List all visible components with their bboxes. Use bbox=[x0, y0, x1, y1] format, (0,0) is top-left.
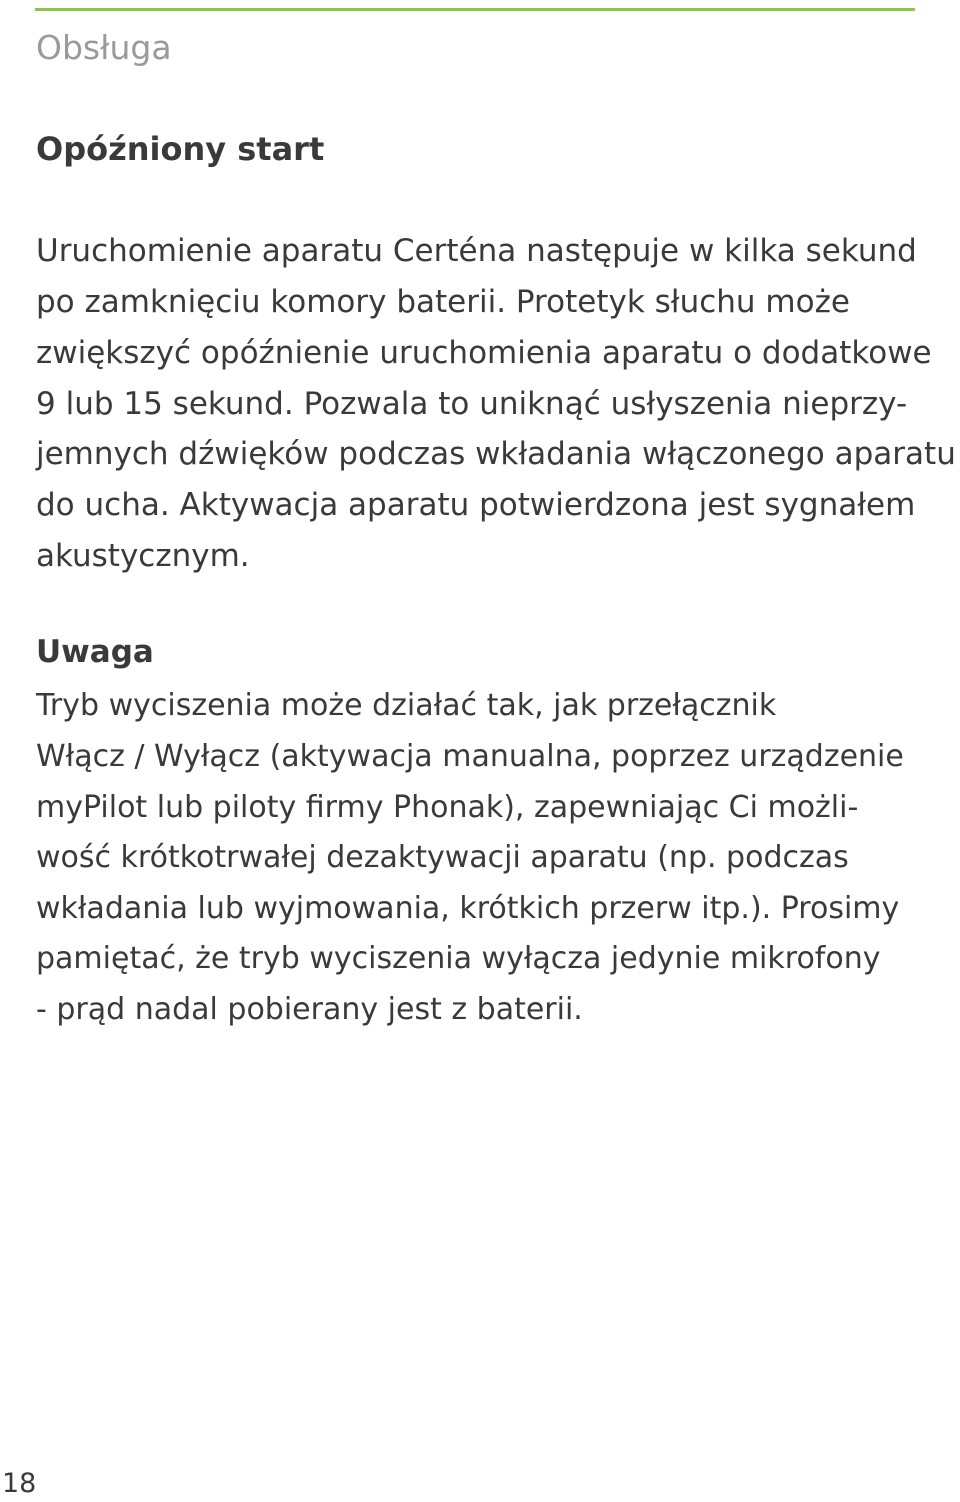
paragraph-line: po zamknięciu komory baterii. Protetyk słuchu może bbox=[36, 284, 850, 320]
note-line: myPilot lub piloty firmy Phonak), zapewniając Ci możli- bbox=[36, 790, 859, 825]
paragraph-line: do ucha. Aktywacja aparatu potwierdzona jest sygnałem bbox=[36, 487, 916, 523]
paragraph-line: Uruchomienie aparatu Certéna następuje w kilka sekund bbox=[36, 233, 917, 269]
paragraph-line: jemnych dźwięków podczas wkładania włączonego aparatu bbox=[36, 436, 956, 472]
note-line: Tryb wyciszenia może działać tak, jak przełącznik bbox=[36, 688, 777, 723]
note-line: Włącz / Wyłącz (aktywacja manualna, poprzez urządzenie bbox=[36, 739, 904, 774]
paragraph-line: 9 lub 15 sekund. Pozwala to uniknąć usłyszenia nieprzy- bbox=[36, 386, 908, 422]
section-heading: Opóźniony start bbox=[36, 130, 325, 168]
header-accent-rule bbox=[35, 8, 915, 11]
note-title: Uwaga bbox=[36, 634, 154, 670]
note-line: wość krótkotrwałej dezaktywacji aparatu (np. podczas bbox=[36, 840, 849, 875]
paragraph-line: akustycznym. bbox=[36, 538, 250, 574]
paragraph-line: zwiększyć opóźnienie uruchomienia aparatu o dodatkowe bbox=[36, 335, 932, 371]
note-line: wkładania lub wyjmowania, krótkich przerw itp.). Prosimy bbox=[36, 891, 900, 926]
note-line: pamiętać, że tryb wyciszenia wyłącza jedynie mikrofony bbox=[36, 941, 881, 976]
page-number: 18 bbox=[2, 1468, 37, 1499]
section-label: Obsługa bbox=[36, 28, 172, 67]
note-line: - prąd nadal pobierany jest z baterii. bbox=[36, 992, 583, 1027]
